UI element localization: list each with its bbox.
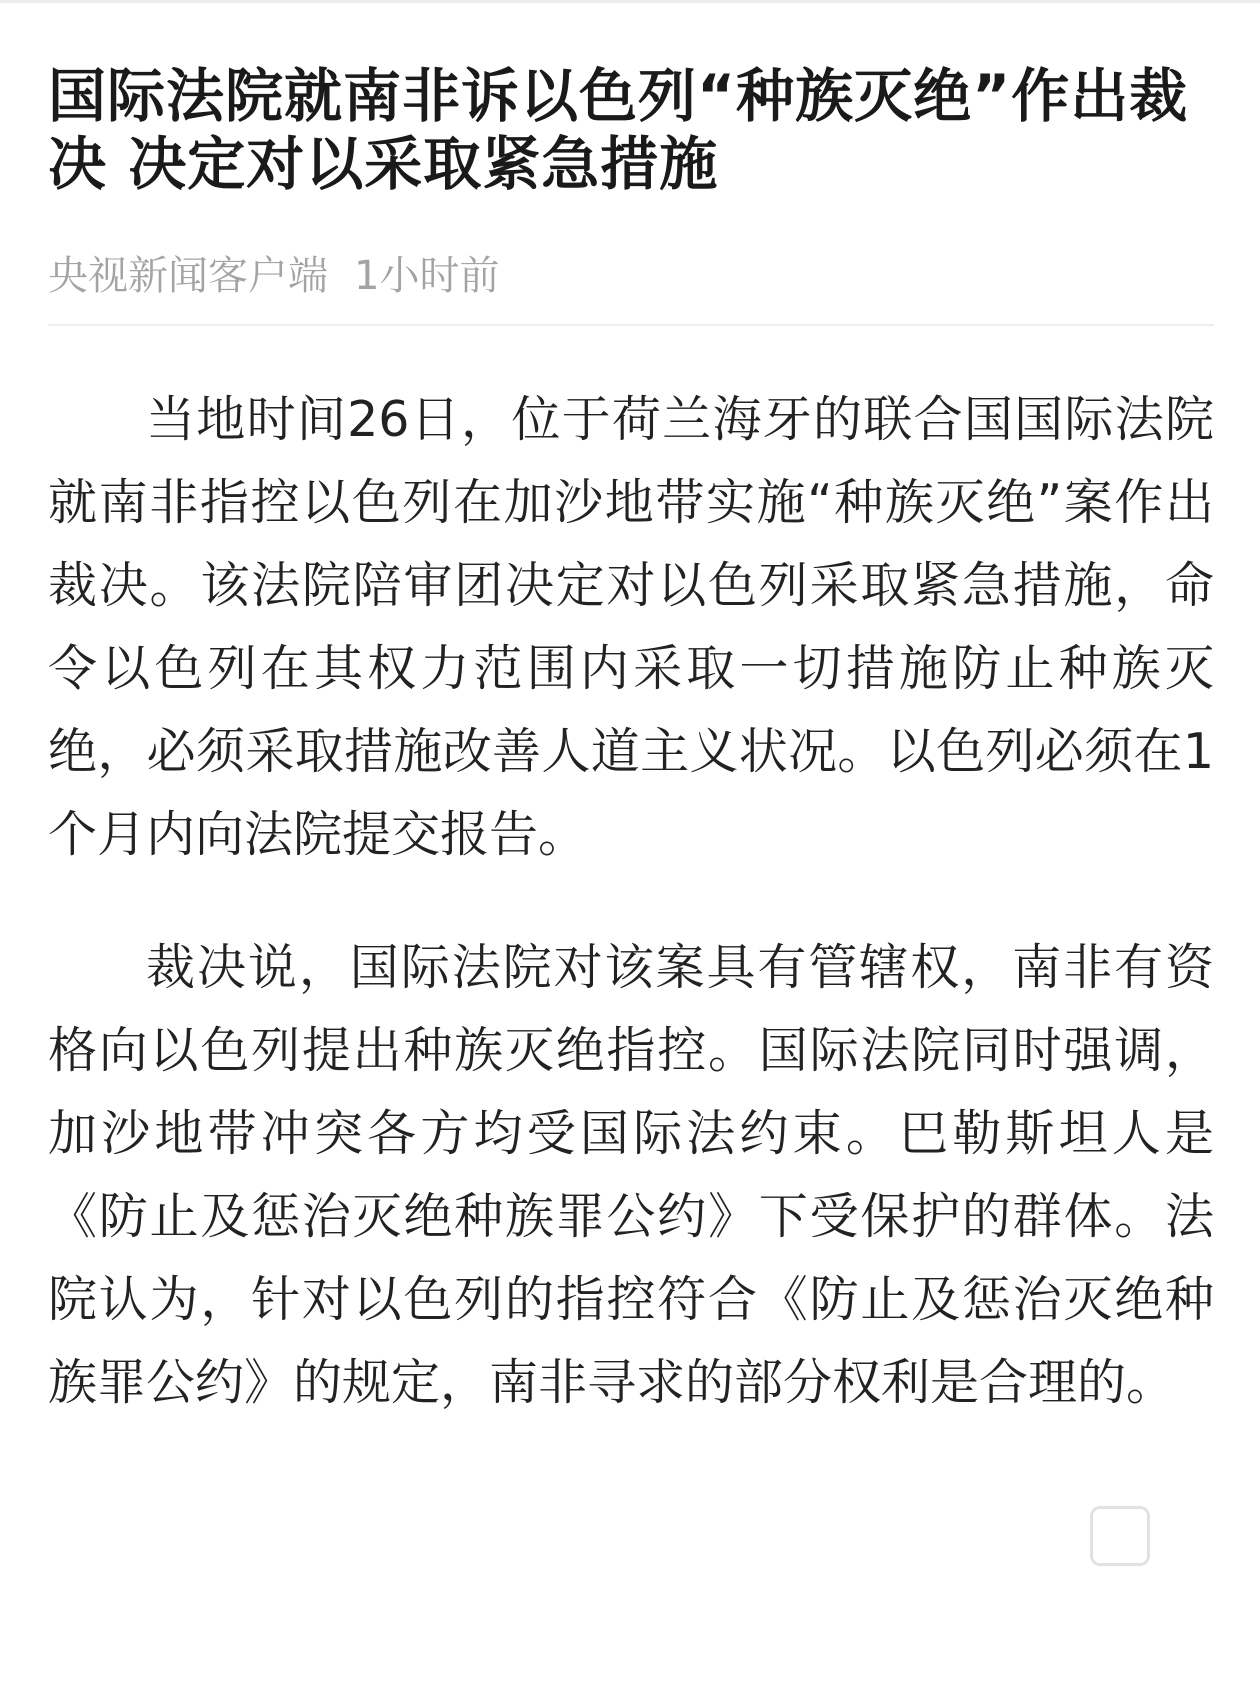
article xyxy=(48,62,1214,1474)
article-time: 1小时前 xyxy=(354,253,500,299)
article-paragraph: 裁决说，国际法院对该案具有管辖权，南非有资格向以色列提出种族灭绝指控。国际法院同时强调，加沙地带冲突各方均受国际法约束。巴勒斯坦人是《防止及惩治灭绝种族罪公约》下受保护的群体。法院认为，针对以色列的指控符合《防止及惩治灭绝种族罪公约》的规定，南非寻求的部分权利是合理的。 xyxy=(48,939,1214,1411)
article-body xyxy=(48,378,1214,1424)
article-paragraph: 当地时间26日，位于荷兰海牙的联合国国际法院就南非指控以色列在加沙地带实施“种族灭绝”案作出裁决。该法院陪审团决定对以色列采取紧急措施，命令以色列在其权力范围内采取一切措施防止种族灭绝，必须采取措施改善人道主义状况。以色列必须在1个月内向法院提交报告。 xyxy=(48,391,1214,863)
article-meta xyxy=(48,246,1214,306)
article-title: 国际法院就南非诉以色列“种族灭绝”作出裁决 决定对以采取紧急措施 xyxy=(48,62,1189,198)
article-source[interactable]: 央视新闻客户端 xyxy=(48,253,328,299)
top-edge xyxy=(0,0,1260,3)
watermark xyxy=(1090,1506,1150,1566)
divider xyxy=(48,324,1214,326)
